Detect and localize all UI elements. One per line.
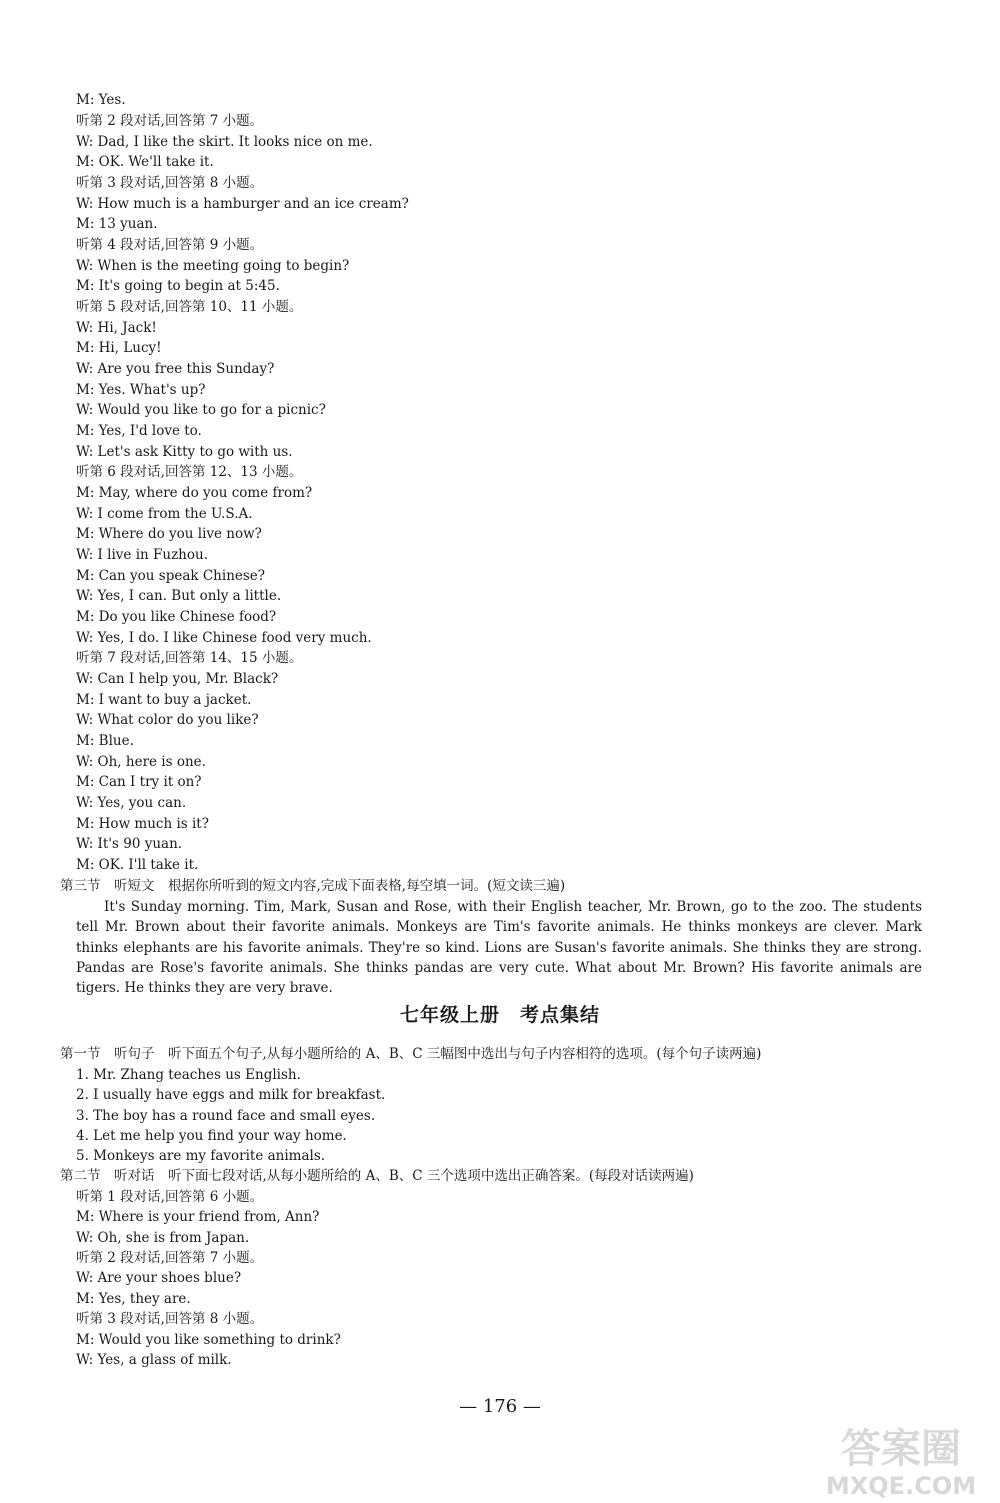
text-line: M: Yes, they are.: [76, 1291, 191, 1307]
text-line: 听第 2 段对话,回答第 7 小题。: [76, 1250, 264, 1266]
text-line: 听第 7 段对话,回答第 14、15 小题。: [76, 650, 303, 666]
text-line: W: Oh, here is one.: [76, 754, 206, 770]
text-line: 听第 6 段对话,回答第 12、13 小题。: [76, 464, 303, 480]
watermark-logo: [806, 1420, 996, 1500]
text-line: M: Can I try it on?: [76, 774, 202, 790]
watermark-top-text: 答案圈: [841, 1426, 961, 1472]
text-line: W: Are you free this Sunday?: [76, 361, 275, 377]
text-line: W: Let's ask Kitty to go with us.: [76, 444, 293, 460]
text-line: W: Dad, I like the skirt. It looks nice on me.: [76, 134, 373, 150]
text-line: M: Yes. What's up?: [76, 382, 206, 398]
text-line: W: I come from the U.S.A.: [76, 506, 253, 522]
text-line: M: May, where do you come from?: [76, 485, 313, 501]
text-line: W: When is the meeting going to begin?: [76, 258, 350, 274]
text-line: W: Would you like to go for a picnic?: [76, 402, 326, 418]
text-line: M: How much is it?: [76, 816, 209, 832]
text-line: M: Where is your friend from, Ann?: [76, 1209, 320, 1225]
sentence-item: 1. Mr. Zhang teaches us English.: [76, 1067, 301, 1083]
text-line: W: Oh, she is from Japan.: [76, 1230, 250, 1246]
text-line: 听第 2 段对话,回答第 7 小题。: [76, 113, 264, 129]
text-line: W: Can I help you, Mr. Black?: [76, 671, 279, 687]
text-line: W: Yes, a glass of milk.: [76, 1352, 232, 1368]
text-line: W: Yes, I can. But only a little.: [76, 588, 282, 604]
text-line: M: Would you like something to drink?: [76, 1332, 341, 1348]
text-line: 听第 1 段对话,回答第 6 小题。: [76, 1189, 264, 1205]
text-line: W: What color do you like?: [76, 712, 259, 728]
text-line: M: Do you like Chinese food?: [76, 609, 277, 625]
section-title: 第三节 听短文 根据你所听到的短文内容,完成下面表格,每空填一词。(短文读三遍): [60, 878, 566, 894]
section-title: 第一节 听句子 听下面五个句子,从每小题所给的 A、B、C 三幅图中选出与句子内容相符的选项。(每个句子读两遍): [60, 1046, 762, 1062]
text-line: M: Can you speak Chinese?: [76, 568, 266, 584]
text-line: W: Are your shoes blue?: [76, 1270, 242, 1286]
sentence-item: 5. Monkeys are my favorite animals.: [76, 1148, 326, 1164]
text-line: M: OK. I'll take it.: [76, 857, 199, 873]
text-line: M: 13 yuan.: [76, 216, 158, 232]
passage-paragraph: It's Sunday morning. Tim, Mark, Susan and Rose, with their English teacher, Mr. Brown, go to the zoo. The students tell Mr. Brown about their favorite animals. Monkeys are Tim's favorite animals. He thinks monkeys are clever. Mark thinks elephants are his favorite animals. They're so kind. Lions are Susan's favorite animals. She thinks they are strong. Pandas are Rose's favorite animals. She thinks pandas are very cute. What about Mr. Brown? His favorite animals are tigers. He thinks they are very brave.: [76, 899, 922, 997]
text-line: W: Yes, I do. I like Chinese food very much.: [76, 630, 372, 646]
text-line: W: I live in Fuzhou.: [76, 547, 208, 563]
text-line: W: Hi, Jack!: [76, 320, 157, 336]
text-line: M: Yes, I'd love to.: [76, 423, 202, 439]
text-line: M: Where do you live now?: [76, 526, 262, 542]
chapter-heading: 七年级上册 考点集结: [399, 1004, 600, 1026]
text-line: M: Yes.: [76, 92, 126, 108]
text-line: M: Blue.: [76, 733, 134, 749]
text-line: W: How much is a hamburger and an ice cream?: [76, 196, 409, 212]
text-line: 听第 5 段对话,回答第 10、11 小题。: [76, 299, 303, 315]
text-line: 听第 3 段对话,回答第 8 小题。: [76, 175, 264, 191]
text-line: W: It's 90 yuan.: [76, 836, 183, 852]
section-title: 第二节 听对话 听下面七段对话,从每小题所给的 A、B、C 三个选项中选出正确答案。(每段对话读两遍): [60, 1168, 694, 1184]
text-line: 听第 3 段对话,回答第 8 小题。: [76, 1311, 264, 1327]
sentence-item: 4. Let me help you find your way home.: [76, 1128, 347, 1144]
page-number: — 176 —: [459, 1396, 541, 1417]
text-line: M: I want to buy a jacket.: [76, 692, 252, 708]
text-line: M: OK. We'll take it.: [76, 154, 214, 170]
sentence-item: 3. The boy has a round face and small eyes.: [76, 1108, 376, 1124]
watermark-bottom-text: MXQE.COM: [825, 1472, 977, 1500]
text-line: M: It's going to begin at 5:45.: [76, 278, 280, 294]
sentence-item: 2. I usually have eggs and milk for breakfast.: [76, 1087, 386, 1103]
text-line: W: Yes, you can.: [76, 795, 187, 811]
text-line: M: Hi, Lucy!: [76, 340, 162, 356]
text-line: 听第 4 段对话,回答第 9 小题。: [76, 237, 264, 253]
